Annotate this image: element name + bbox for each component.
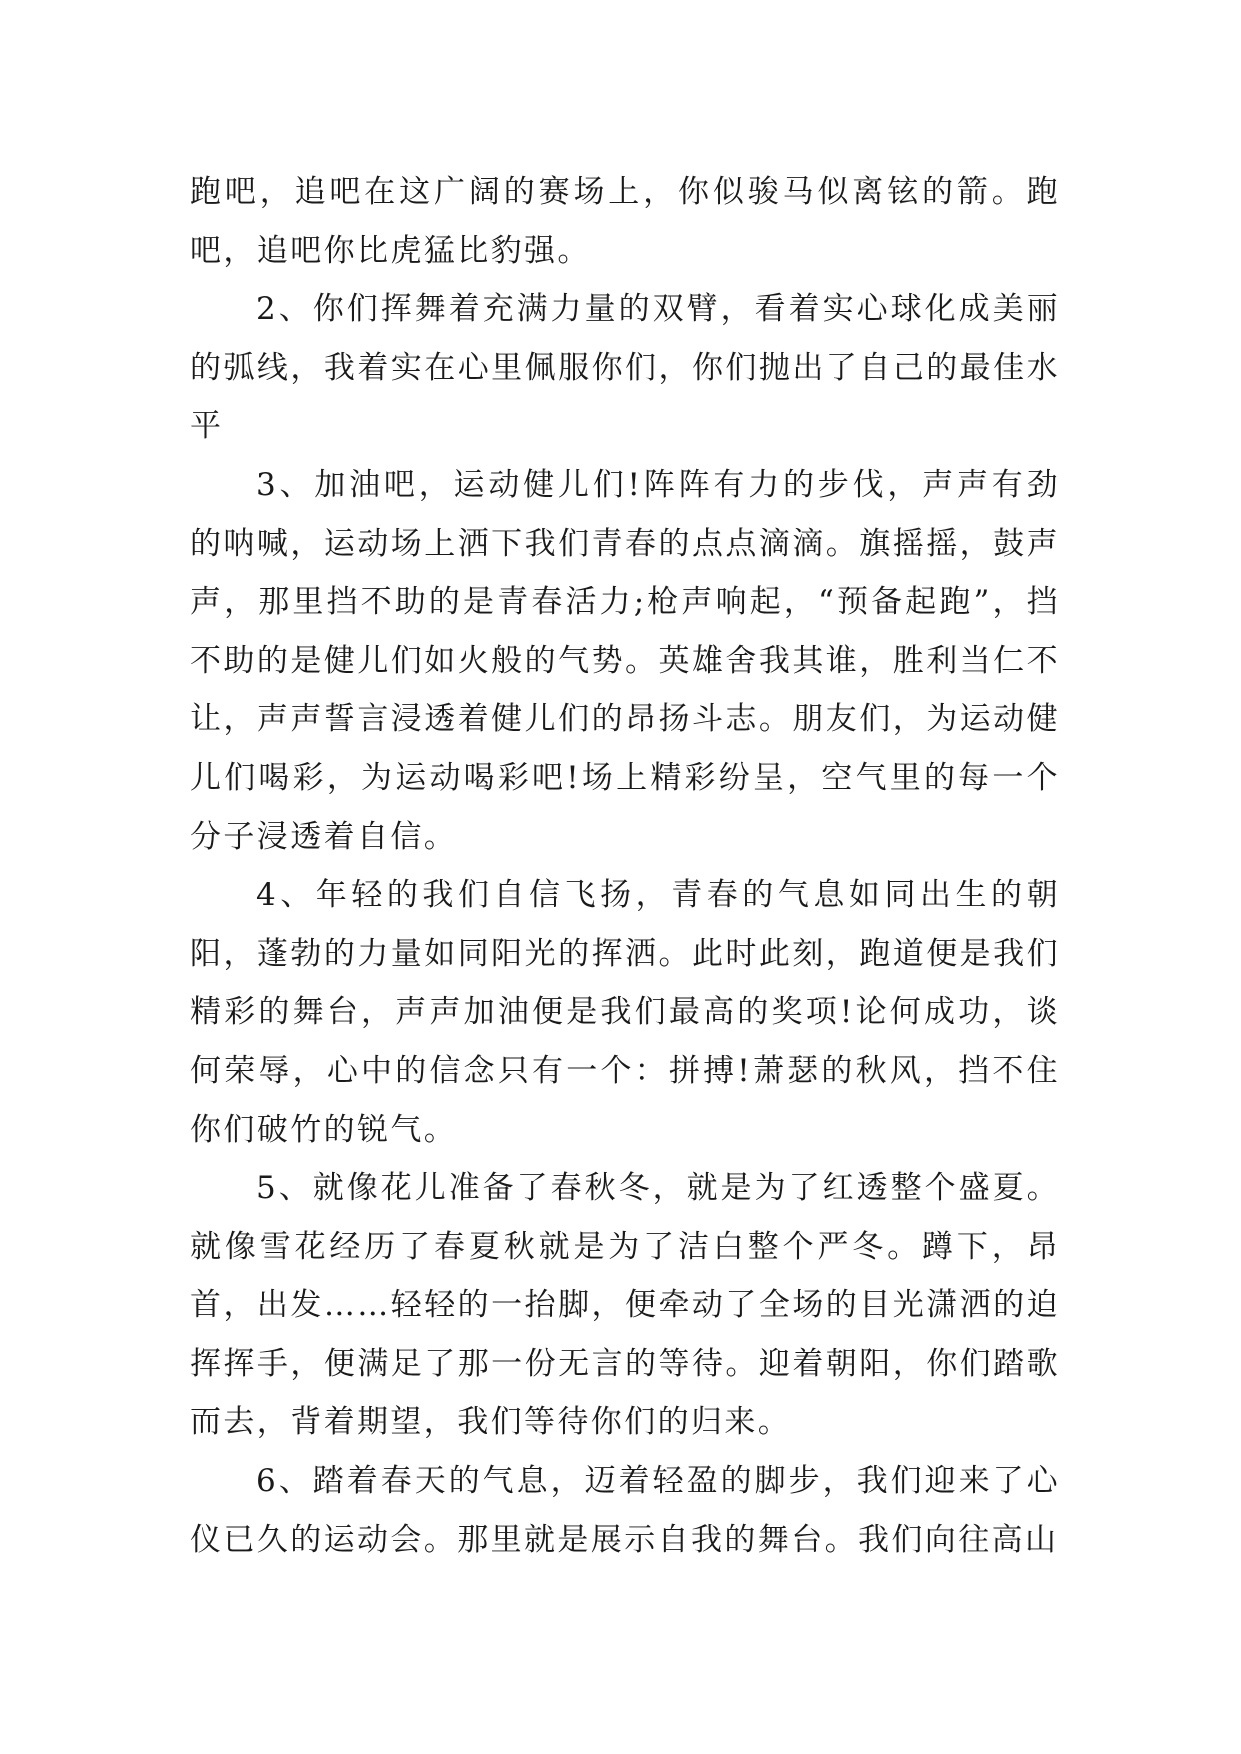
paragraph-3: 3、加油吧，运动健儿们!阵阵有力的步伐，声声有劲的呐喊，运动场上洒下我们青春的点点滴滴。旗摇摇，鼓声声，那里挡不助的是青春活力;枪声响起，“预备起跑”，挡不助的是健儿们如火般的气势。英雄舍我其谁，胜利当仁不让，声声誓言浸透着健儿们的昂扬斗志。朋友们，为运动健儿们喝彩，为运动喝彩吧!场上精彩纷呈，空气里的每一个分子浸透着自信。	[190, 466, 1060, 855]
paragraph-1: 跑吧，追吧在这广阔的赛场上，你似骏马似离铉的箭。跑吧，追吧你比虎猛比豹强。	[190, 174, 1060, 269]
paragraph-2: 2、你们挥舞着充满力量的双臂，看着实心球化成美丽的弧线，我着实在心里佩服你们，你们抛出了自己的最佳水平	[190, 291, 1060, 445]
paragraph-5: 5、就像花儿准备了春秋冬，就是为了红透整个盛夏。就像雪花经历了春夏秋就是为了洁白整个严冬。蹲下，昂首，出发……轻轻的一抬脚，便牵动了全场的目光潇洒的迫挥挥手，便满足了那一份无言的等待。迎着朝阳，你们踏歌而去，背着期望，我们等待你们的归来。	[190, 1170, 1060, 1441]
paragraph-4: 4、年轻的我们自信飞扬，青春的气息如同出生的朝阳，蓬勃的力量如同阳光的挥洒。此时此刻，跑道便是我们精彩的舞台，声声加油便是我们最高的奖项!论何成功，谈何荣辱，心中的信念只有一个：拼搏!萧瑟的秋风，挡不住你们破竹的锐气。	[190, 877, 1060, 1148]
document-body	[190, 163, 1060, 1569]
paragraph-6: 6、踏着春天的气息，迈着轻盈的脚步，我们迎来了心仪已久的运动会。那里就是展示自我的舞台。我们向往高山	[190, 1463, 1060, 1558]
